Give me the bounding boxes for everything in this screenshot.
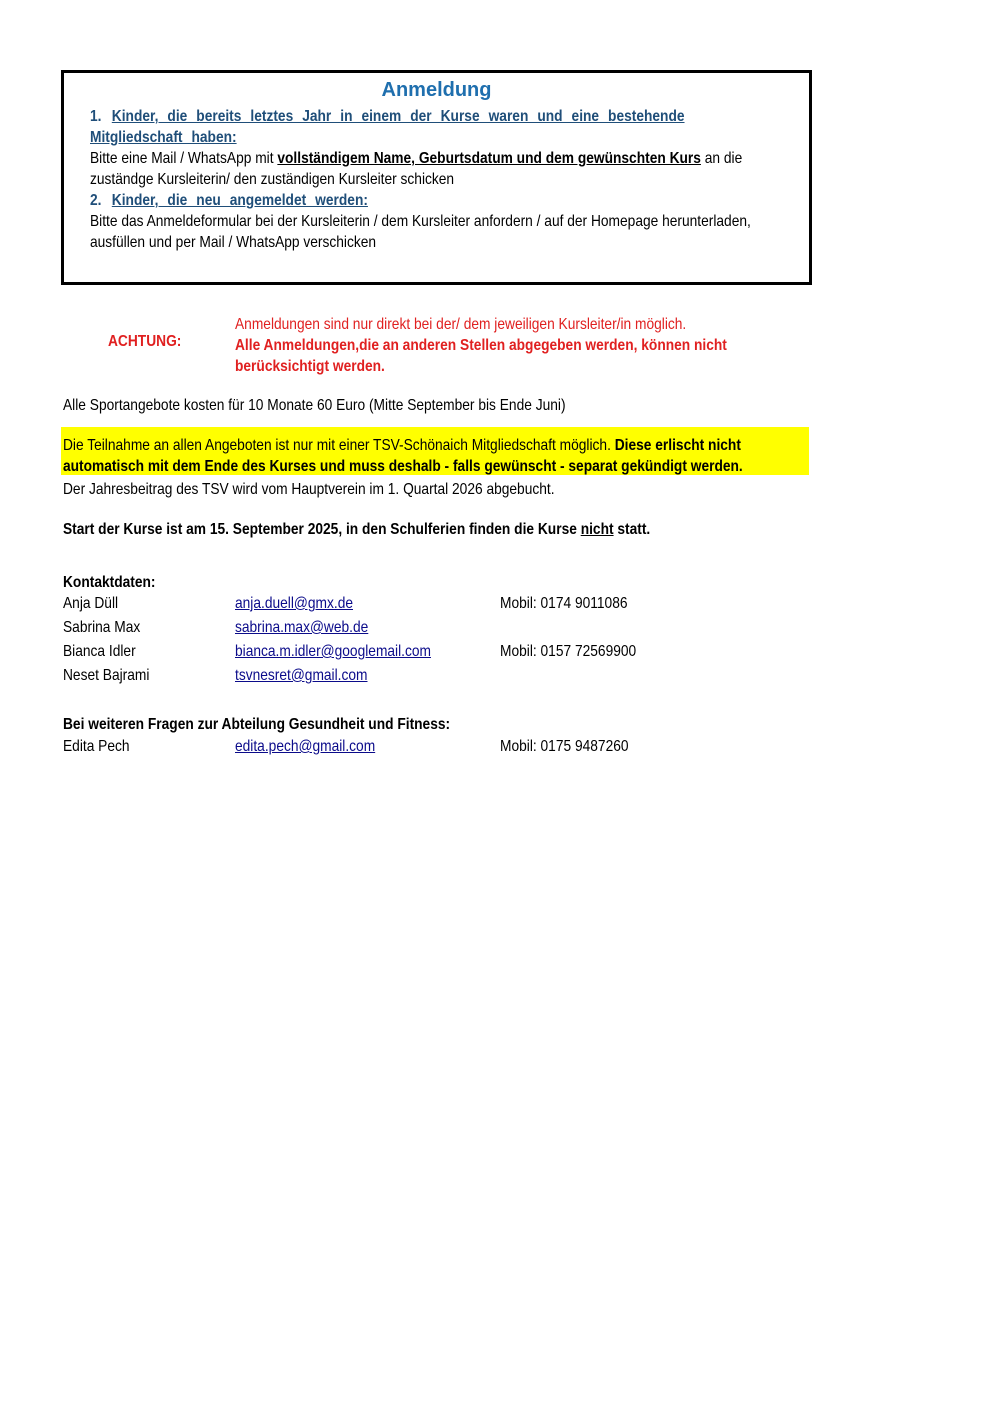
section2-heading: 2. Kinder, die neu angemeldet werden: [90, 192, 368, 209]
membership-line2: automatisch mit dem Ende des Kurses und muss deshalb - falls gewünscht - separat gekündigt werden. [63, 458, 743, 475]
warning-line2: Alle Anmeldungen,die an anderen Stellen abgegeben werden, können nicht [235, 337, 727, 354]
section1-body-line1: Bitte eine Mail / WhatsApp mit vollständigem Name, Geburtsdatum und dem gewünschten Kurs an die [90, 150, 743, 167]
warning-label: ACHTUNG: [108, 333, 182, 350]
contact-name: Neset Bajrami [63, 667, 150, 684]
section2-number: 2. [90, 192, 102, 209]
membership-line1: Die Teilnahme an allen Angeboten ist nur mit einer TSV-Schönaich Mitgliedschaft möglich. Diese erlischt nicht [63, 437, 741, 454]
section1-number: 1. [90, 108, 102, 125]
contact-name: Bianca Idler [63, 643, 136, 660]
warning-line1: Anmeldungen sind nur direkt bei der/ dem jeweiligen Kursleiter/in möglich. [235, 316, 687, 333]
contact-phone: Mobil: 0157 72569900 [500, 643, 637, 660]
cost-text: Alle Sportangebote kosten für 10 Monate 60 Euro (Mitte September bis Ende Juni) [63, 397, 566, 414]
contact-phone: Mobil: 0174 9011086 [500, 595, 628, 612]
registration-title: Anmeldung [381, 79, 492, 101]
section1-body-line2: zuständge Kursleiterin/ den zuständigen Kursleiter schicken [90, 171, 455, 188]
contact-email-link[interactable]: sabrina.max@web.de [235, 619, 369, 636]
section2-body-line2: ausfüllen und per Mail / WhatsApp verschicken [90, 234, 377, 251]
section2-body-line1: Bitte das Anmeldeformular bei der Kursleiterin / dem Kursleiter anfordern / auf der Homepage herunterladen, [90, 213, 751, 230]
section1-heading-line2: Mitgliedschaft haben: [90, 129, 237, 146]
section1-heading-text: Kinder, die bereits letztes Jahr in einem der Kurse waren und eine bestehende [111, 108, 685, 125]
contact-email-link[interactable]: tsvnesret@gmail.com [235, 667, 368, 684]
course-start-text: Start der Kurse ist am 15. September 2025, in den Schulferien finden die Kurse nicht statt. [63, 521, 651, 538]
contacts-heading: Kontaktdaten: [63, 574, 156, 591]
contact-email-link[interactable]: edita.pech@gmail.com [235, 738, 376, 755]
section1-heading-line1 [90, 106, 781, 127]
contact-email-link[interactable]: anja.duell@gmx.de [235, 595, 354, 612]
annual-fee-text: Der Jahresbeitrag des TSV wird vom Hauptverein im 1. Quartal 2026 abgebucht. [63, 481, 555, 498]
required-info: vollständigem Name, Geburtsdatum und dem gewünschten Kurs [277, 150, 701, 167]
registration-box [61, 70, 812, 285]
contact-name: Sabrina Max [63, 619, 141, 636]
contact-email-link[interactable]: bianca.m.idler@googlemail.com [235, 643, 431, 660]
contact-name: Edita Pech [63, 738, 130, 755]
further-questions-heading: Bei weiteren Fragen zur Abteilung Gesundheit und Fitness: [63, 716, 451, 733]
contact-phone: Mobil: 0175 9487260 [500, 738, 629, 755]
contact-name: Anja Düll [63, 595, 119, 612]
warning-line3: berücksichtigt werden. [235, 358, 385, 375]
